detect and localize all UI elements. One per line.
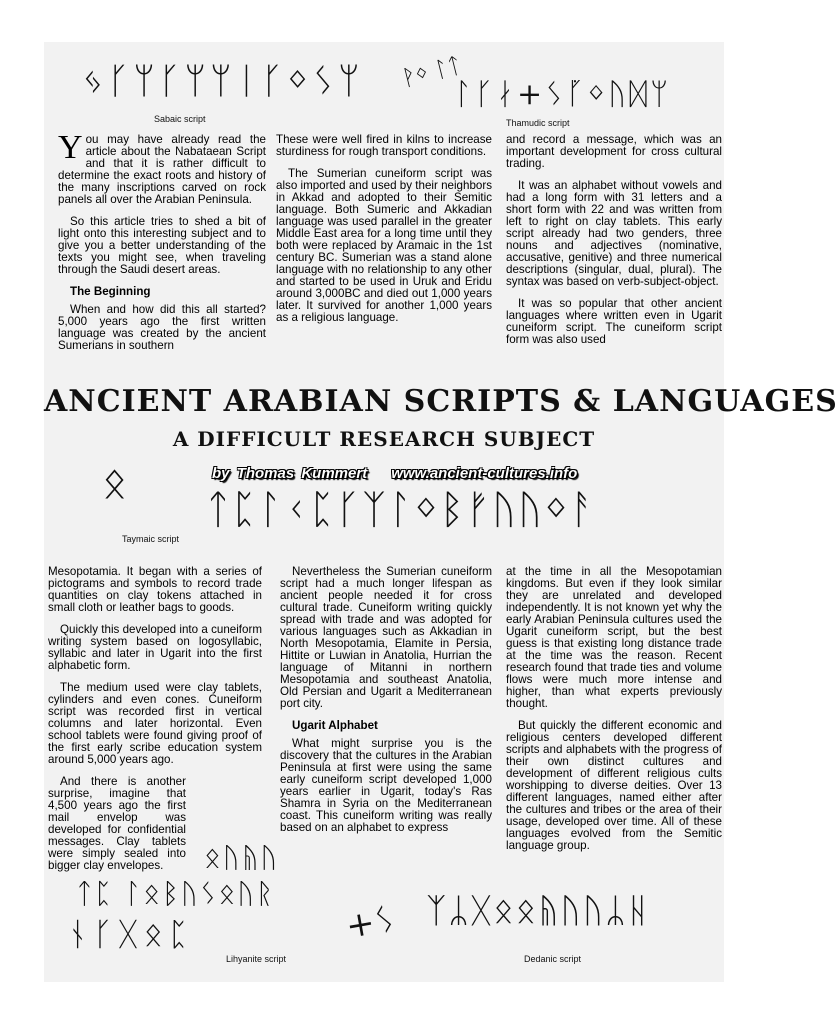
taymaic-script-caption: Taymaic script xyxy=(122,534,180,544)
top-column-2 xyxy=(276,134,492,374)
paragraph: And there is another surprise, imagine that 4,500 years ago the first mail envelop was developed for confidential messages. Clay tablets were simply sealed into bigger clay envelopes. xyxy=(48,775,186,872)
website-link[interactable]: www.ancient-cultures.info xyxy=(391,465,578,482)
taymaic-script-sample-a: ᛟ xyxy=(102,458,128,507)
paragraph: and record a message, which was an important development for cross cultural trading. xyxy=(506,133,722,170)
article-page xyxy=(44,42,838,982)
lihyanite-script-sample-a: ᛏᛈ ᛚᛟᛒᚢᛊᛟᚢᚱ xyxy=(76,877,275,910)
paragraph: What might surprise you is the discovery that the cultures in the Arabian Peninsula at first were using the same early cuneiform script developed 1,000 years earlier in Ugarit, today's Ras Shamra in Syria on the Mediterranean coast. This cuneiform writing was really based on an alphabet to express xyxy=(280,737,492,834)
paragraph: Quickly this developed into a cuneiform writing system based on logosyllabic, syllabic and later in Ugarit into the first alphabetic form. xyxy=(48,623,262,672)
bottom-column-3 xyxy=(506,566,722,882)
author-name: by Thomas Kummert xyxy=(212,465,368,482)
dedanic-script-caption: Dedanic script xyxy=(524,954,582,964)
paragraph: So this article tries to shed a bit of light onto this interesting subject and to give you a better understanding of the texts you might see, when traveling through the Saudi desert areas. xyxy=(58,215,266,276)
thamudic-script-sample-b: ᛚᚴᛅ+ᛊᚵᛜᚢᛞᛘ xyxy=(454,77,672,112)
dedanic-script-sample-b: ᛉᛦᚷᛟᛟᚥᚢᚢᛦᚺ xyxy=(426,891,650,931)
section-heading-ugarit: Ugarit Alphabet xyxy=(292,719,378,732)
dedanic-script-sample-a: +ᛊ xyxy=(342,899,398,947)
section-heading-beginning: The Beginning xyxy=(70,285,151,298)
paragraph: It was an alphabet without vowels and had a long form with 31 letters and a short form with 22 and was written from left to right on clay tablets. This early script already had two genders, three nouns and adjectives (nominative, accusative, genitive) and three numerical descriptions (singular, dual, plural). The syntax was based on verb-subject-object. xyxy=(506,179,722,288)
paragraph: Nevertheless the Sumerian cuneiform script had a much longer lifespan as ancient people needed it for cross cultural trade. Cuneiform writing quickly spread with trade and was adopted for various languages such as Akkadian in North Mesopotamia, Elamite in Persia, Hittite or Luwian in Anatolia, Hurrian the language of Mitanni in northern Mesopotamia and southeast Anatolia, Old Persian and Ugarit a Mediterranean port city. xyxy=(280,565,492,710)
lihyanite-script-sample-c: ᛟᚢᚥᚢ xyxy=(204,841,280,874)
lihyanite-script-caption: Lihyanite script xyxy=(226,954,287,964)
bottom-column-1 xyxy=(48,566,262,882)
bottom-column-2 xyxy=(280,566,492,882)
paragraph: The Sumerian cuneiform script was also imported and used by their neighbors in Akkad and adopted to their Semitic language. Both Sumeric and Akkadian language was used parallel in the greater Middle East area for a long time until they both were replaced by Aramaic in the 1st century BC. Sumerian was a stand alone language with no relationship to any other and started to be used in Uruk and Eridu around 3,000BC and died out 1,000 years later. It survived for another 1,000 years as a religious language. xyxy=(276,167,492,324)
article-subtitle: A DIFFICULT RESEARCH SUBJECT xyxy=(172,427,596,451)
lihyanite-script-sample-b: ᚾᚴᚷᛟᛈ xyxy=(68,915,195,953)
byline xyxy=(212,465,577,482)
paragraph: at the time in all the Mesopotamian kingdoms. But even if they look similar they are unrelated and developed independently. It is not known yet why the early Arabian Peninsula cultures used the Ugarit cuneiform script, but the best guess is that existing long distance trade at the time was the reason. Recent research found that trade ties and volume flows were much more intense and higher, than what experts previously thought. xyxy=(506,565,722,710)
sabaic-script-sample: ᛃᚴᛘᚴᛘᛘᛁᚴᛜᛊᛘ xyxy=(82,61,364,102)
intro-paragraph: You may have already read the article about the Nabataean Script and that it is rather difficult to determine the exact roots and history of the many inscriptions carved on rock panels all over the Arabian Peninsula. xyxy=(58,129,266,206)
taymaic-script-sample-b: ᛏᛈᛚᚲᛈᚴᛉᛚᛜᛒᚠᚢᚢᛜᚨ xyxy=(206,487,596,533)
paragraph: It was so popular that other ancient languages where written even in Ugarit cuneiform script. The cuneiform script form was also used xyxy=(506,297,722,346)
thamudic-script-caption: Thamudic script xyxy=(506,118,570,128)
paragraph: When and how did this all started? 5,000 years ago the first written language was created by the ancient Sumerians in southern xyxy=(58,303,266,352)
article-title: ANCIENT ARABIAN SCRIPTS & LANGUAGES xyxy=(44,384,838,419)
sabaic-script-caption: Sabaic script xyxy=(154,114,206,124)
top-column-3 xyxy=(506,134,722,374)
top-column-1 xyxy=(58,129,266,374)
drop-cap: Y xyxy=(58,129,83,166)
paragraph: But quickly the different economic and religious centers developed different scripts and alphabets with the progress of their own distinct cultures and development of different religious cults worshipping to diverse deities. Over 13 different languages, named either after the cultures and tribes or the area of their usage, developed over time. All of these languages evolved from the Semitic language group. xyxy=(506,719,722,852)
paragraph: These were well fired in kilns to increase sturdiness for rough transport conditions. xyxy=(276,133,492,158)
paragraph: Mesopotamia. It began with a series of pictograms and symbols to record trade quantities on clay tokens attached in small cloth or leather bags to goods. xyxy=(48,565,262,614)
paragraph: The medium used were clay tablets, cylinders and even cones. Cuneiform script was recorded first in vertical columns and later horizontal. Even school tablets were found giving proof of the first early scribe education system around 5,000 years ago. xyxy=(48,681,262,766)
thamudic-script-sample-a: ᚹᛜ ᛚᛏ xyxy=(399,53,464,92)
